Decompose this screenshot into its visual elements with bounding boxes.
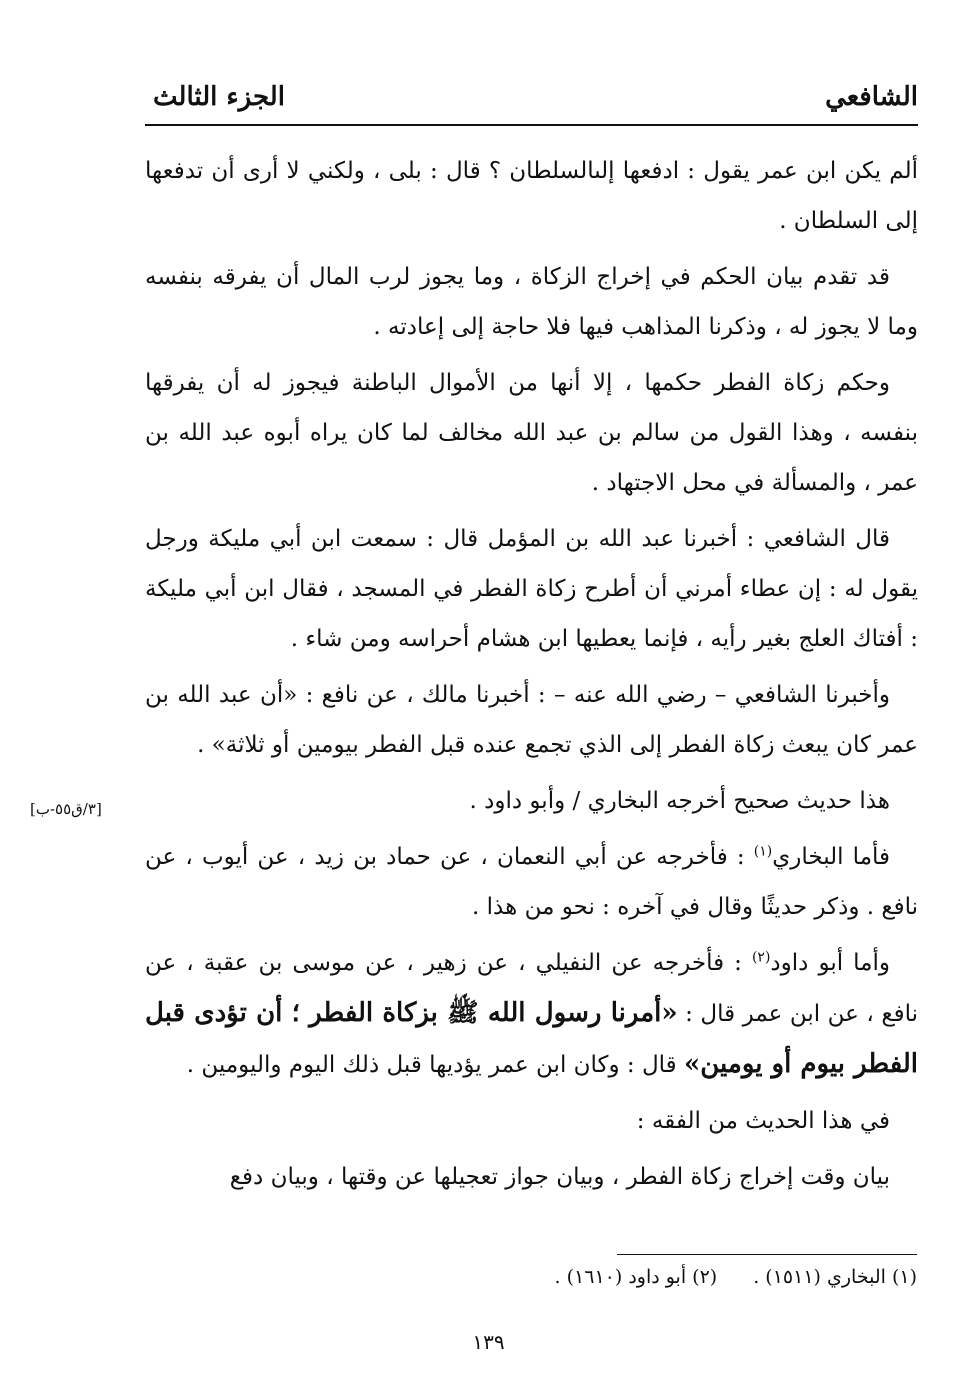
paragraph-4: قال الشافعي : أخبرنا عبد الله بن المؤمل قال : سمعت ابن أبي مليكة ورجل يقول له : إن عطاء أمرني أن أطرح زكاة الفطر في المسجد ، فقال ابن أبي مليكة : أفتاك العلج بغير رأيه ، فإنما يعطيها ابن هشام أحراسه ومن شاء .	[145, 526, 918, 652]
abudawud-lead: وأما أبو داود	[770, 950, 890, 976]
main-text	[145, 146, 918, 1208]
paragraph-5: وأخبرنا الشافعي – رضي الله عنه – : أخبرنا مالك ، عن نافع : «أن عبد الله بن عمر كان يبعث زكاة الفطر إلى الذي تجمع عنده قبل الفطر بيومين أو ثلاثة» .	[145, 682, 918, 758]
footnote-1: (١) البخاري (١٥١١) .	[753, 1266, 917, 1288]
page-number: ١٣٩	[472, 1330, 505, 1354]
hadith-quote: «أمرنا رسول الله ﷺ بزكاة الفطر ؛ أن تؤدى قبل الفطر بيوم أو يومين»	[145, 998, 918, 1079]
abudawud-part2: قال : وكان ابن عمر يؤديها قبل ذلك اليوم واليومين .	[186, 1052, 677, 1078]
manuscript-margin-note: [٣/ق٥٥-ب]	[30, 800, 102, 818]
page-header	[145, 78, 918, 126]
paragraph-6: هذا حديث صحيح أخرجه البخاري / وأبو داود .	[469, 788, 890, 814]
footnote-ref-2[interactable]: (٢)	[751, 949, 771, 966]
footnote-divider	[617, 1254, 917, 1255]
fiqh-heading: في هذا الحديث من الفقه :	[636, 1108, 890, 1134]
footnote-2: (٢) أبو داود (١٦١٠) .	[554, 1266, 718, 1288]
bukhari-paragraph	[145, 832, 918, 932]
paragraph-2: قد تقدم بيان الحكم في إخراج الزكاة ، وما يجوز لرب المال أن يفرقه بنفسه وما لا يجوز له ، وذكرنا المذاهب فيها فلا حاجة إلى إعادته .	[145, 264, 918, 340]
footnotes	[397, 1266, 917, 1288]
footnote-ref-1[interactable]: (١)	[753, 843, 773, 860]
bukhari-rest: : فأخرجه عن أبي النعمان ، عن حماد بن زيد ، عن أيوب ، عن نافع . وذكر حديثًا وقال في آخره : نحو من هذا .	[145, 844, 918, 920]
volume-title: الجزء الثالث	[153, 82, 285, 112]
abudawud-paragraph	[145, 938, 918, 1090]
paragraph-1: ألم يكن ابن عمر يقول : ادفعها إلىالسلطان ؟ قال : بلى ، ولكني لا أرى أن تدفعها إلى السلطان .	[145, 158, 918, 234]
paragraph-3: وحكم زكاة الفطر حكمها ، إلا أنها من الأموال الباطنة فيجوز له أن يفرقها بنفسه ، وهذا القول من سالم بن عبد الله مخالف لما كان يراه أبوه عبد الله بن عمر ، والمسألة في محل الاجتهاد .	[145, 370, 918, 496]
abudawud-part1: : فأخرجه عن النفيلي ، عن زهير ، عن موسى بن عقبة ، عن نافع ، عن ابن عمر قال :	[145, 950, 919, 1027]
bukhari-lead: فأما البخاري	[772, 844, 891, 870]
book-title: الشافعي	[825, 82, 918, 112]
last-paragraph: بيان وقت إخراج زكاة الفطر ، وبيان جواز تعجيلها عن وقتها ، وبيان دفع	[229, 1164, 890, 1190]
